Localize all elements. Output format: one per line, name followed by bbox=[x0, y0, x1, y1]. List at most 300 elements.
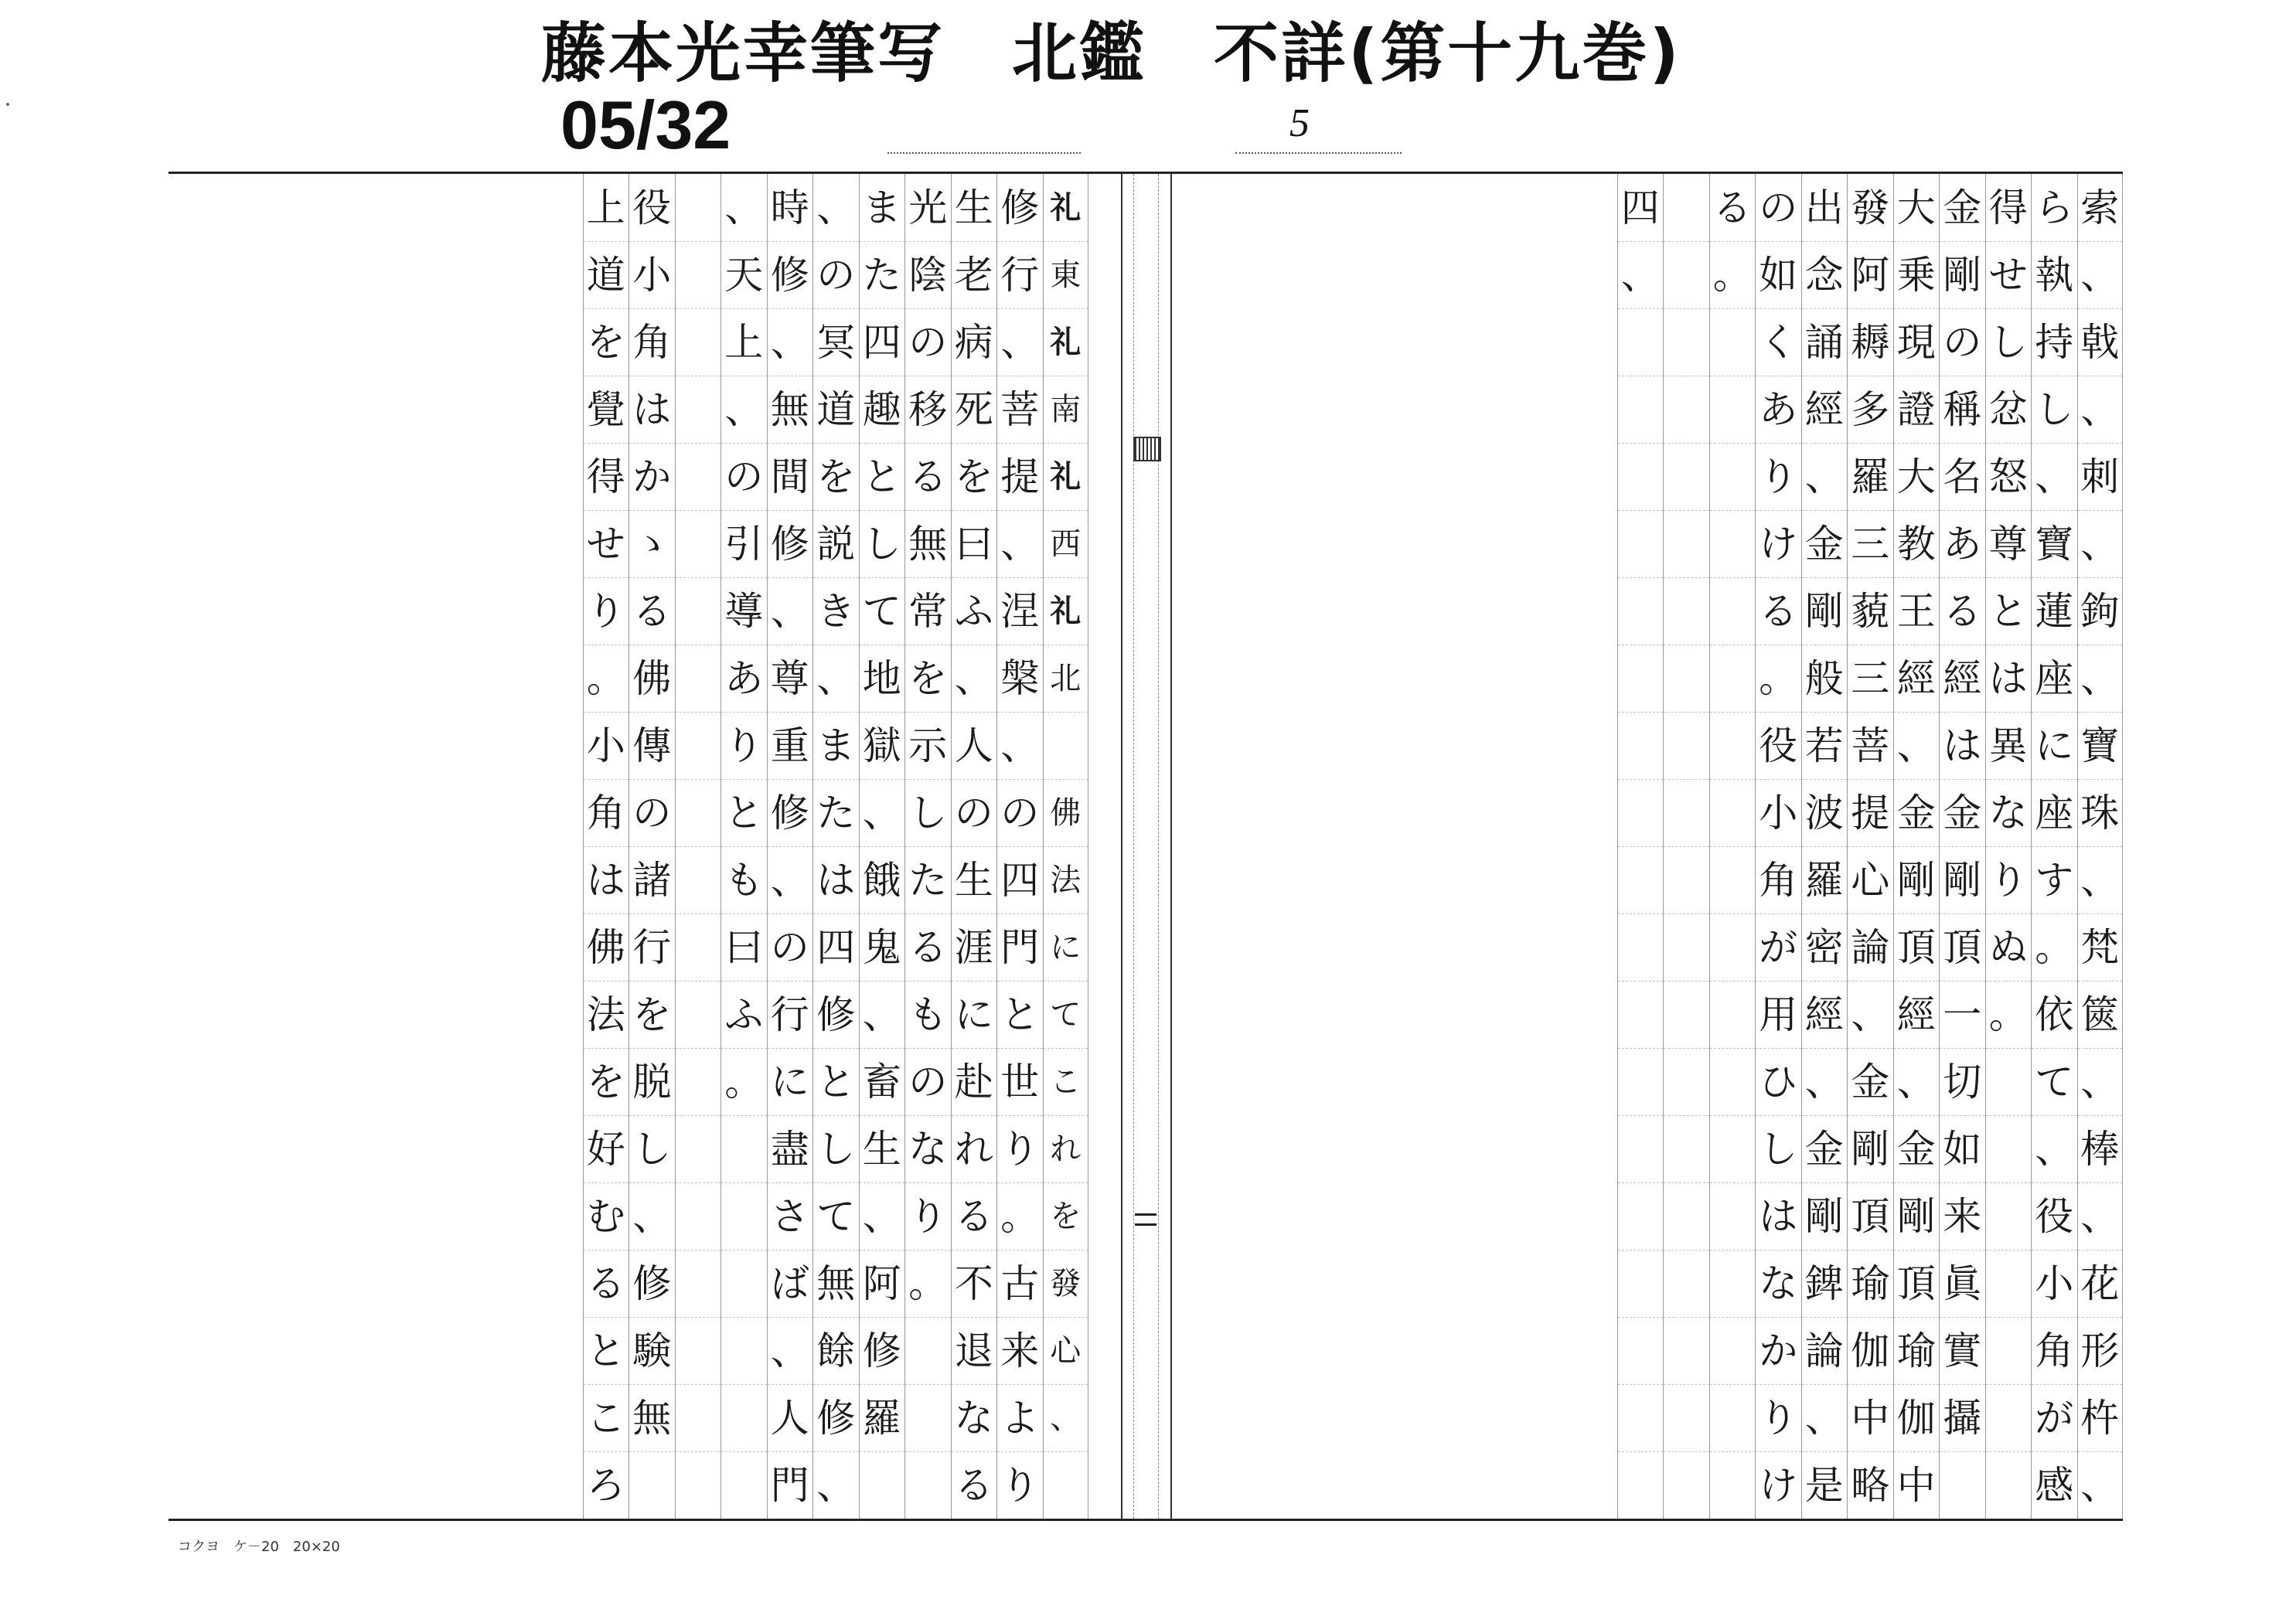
grid-cell bbox=[1618, 308, 1664, 376]
scan-speck bbox=[6, 103, 9, 106]
grid-cell bbox=[860, 1451, 905, 1519]
grid-cell: 佛 bbox=[584, 914, 629, 981]
grid-cell: 、 bbox=[2078, 1182, 2123, 1250]
grid-cell: と bbox=[584, 1317, 629, 1384]
grid-cell bbox=[1710, 1250, 1756, 1317]
manuscript-column bbox=[1709, 174, 1756, 1519]
grid-cell bbox=[1618, 443, 1664, 510]
grid-cell: あ bbox=[721, 645, 767, 712]
grid-cell: 若 bbox=[1802, 712, 1848, 779]
grid-cell bbox=[1618, 712, 1664, 779]
grid-cell bbox=[1664, 577, 1709, 645]
grid-cell: ら bbox=[2035, 185, 2074, 230]
grid-cell bbox=[1664, 1182, 1709, 1250]
grid-cell bbox=[1664, 376, 1709, 443]
header-rule-left bbox=[887, 152, 1081, 154]
grid-cell: た bbox=[813, 779, 859, 846]
grid-cell: る bbox=[584, 1250, 629, 1317]
grid-cell bbox=[1664, 510, 1709, 577]
grid-cell: き bbox=[813, 577, 859, 645]
grid-cell: と bbox=[860, 443, 905, 510]
grid-cell: 角 bbox=[2032, 1317, 2077, 1384]
grid-cell: 經 bbox=[1940, 645, 1985, 712]
grid-cell: 王 bbox=[1894, 577, 1940, 645]
grid-cell: り bbox=[997, 1115, 1043, 1182]
grid-cell: 修 bbox=[813, 1384, 859, 1451]
grid-cell: 、 bbox=[724, 185, 764, 230]
grid-cell: 、 bbox=[1044, 1384, 1088, 1451]
grid-cell: 一 bbox=[1940, 981, 1985, 1048]
grid-cell: 生 bbox=[954, 185, 993, 230]
grid-cell: 涯 bbox=[952, 914, 997, 981]
grid-cell bbox=[1664, 779, 1709, 846]
grid-cell: 略 bbox=[1848, 1451, 1893, 1519]
grid-cell: 多 bbox=[1848, 376, 1893, 443]
grid-cell: 験 bbox=[629, 1317, 675, 1384]
grid-cell: を bbox=[584, 308, 629, 376]
grid-cell: 、 bbox=[1894, 1048, 1940, 1115]
grid-cell: に bbox=[2032, 712, 2077, 779]
grid-cell: 、 bbox=[2078, 376, 2123, 443]
manuscript-column bbox=[1801, 174, 1848, 1519]
grid-cell: 、 bbox=[721, 376, 767, 443]
grid-cell: 脱 bbox=[629, 1048, 675, 1115]
grid-cell: 、 bbox=[2078, 241, 2123, 308]
gutter-rule bbox=[1158, 174, 1159, 1519]
grid-cell bbox=[676, 712, 721, 779]
grid-cell bbox=[1664, 241, 1709, 308]
grid-cell: 經 bbox=[1894, 981, 1940, 1048]
grid-cell bbox=[721, 1384, 767, 1451]
grid-cell bbox=[1710, 1115, 1756, 1182]
grid-cell: 、 bbox=[1802, 1384, 1848, 1451]
grid-cell: 法 bbox=[584, 981, 629, 1048]
grid-cell: の bbox=[721, 443, 767, 510]
grid-cell: 趣 bbox=[860, 376, 905, 443]
grid-cell: を bbox=[584, 1048, 629, 1115]
grid-cell bbox=[676, 1048, 721, 1115]
manuscript-column bbox=[2077, 174, 2124, 1519]
grid-cell: 槃 bbox=[997, 645, 1043, 712]
grid-cell: 蓮 bbox=[2032, 577, 2077, 645]
grid-cell: 小 bbox=[629, 241, 675, 308]
grid-cell: 小 bbox=[1756, 779, 1801, 846]
grid-cell: せ bbox=[1986, 241, 2032, 308]
grid-cell: り bbox=[721, 712, 767, 779]
grid-cell: た bbox=[860, 241, 905, 308]
grid-cell: 地 bbox=[860, 645, 905, 712]
grid-cell: を bbox=[1044, 1182, 1088, 1250]
grid-cell: く bbox=[1756, 308, 1801, 376]
grid-cell: 引 bbox=[721, 510, 767, 577]
grid-cell bbox=[1618, 779, 1664, 846]
grid-cell: 時 bbox=[770, 185, 809, 230]
grid-cell: 刺 bbox=[2078, 443, 2123, 510]
grid-cell: 羅 bbox=[1848, 443, 1893, 510]
grid-cell: し bbox=[905, 779, 951, 846]
grid-cell: を bbox=[952, 443, 997, 510]
manuscript-column bbox=[2031, 174, 2077, 1519]
grid-cell: る bbox=[905, 914, 951, 981]
grid-cell: 珠 bbox=[2078, 779, 2123, 846]
grid-cell: な bbox=[905, 1115, 951, 1182]
grid-cell bbox=[1664, 645, 1709, 712]
grid-cell bbox=[1664, 1384, 1709, 1451]
grid-cell: 門 bbox=[997, 914, 1043, 981]
grid-cell: 大 bbox=[1894, 443, 1940, 510]
grid-cell: 尊 bbox=[768, 645, 813, 712]
grid-cell: 法 bbox=[1044, 846, 1088, 914]
grid-cell: 。 bbox=[997, 1182, 1043, 1250]
grid-cell: 眞 bbox=[1940, 1250, 1985, 1317]
grid-cell: 梵 bbox=[2078, 914, 2123, 981]
grid-cell bbox=[1940, 1451, 1985, 1519]
header-rule-right bbox=[1235, 152, 1402, 154]
grid-cell: 無 bbox=[813, 1250, 859, 1317]
grid-cell bbox=[1618, 510, 1664, 577]
grid-cell bbox=[1044, 712, 1088, 779]
grid-cell: 頂 bbox=[1848, 1182, 1893, 1250]
grid-cell: ば bbox=[768, 1250, 813, 1317]
grid-cell: 出 bbox=[1804, 185, 1844, 230]
grid-cell: 三 bbox=[1848, 645, 1893, 712]
grid-cell: の bbox=[997, 779, 1043, 846]
grid-cell: 小 bbox=[584, 712, 629, 779]
grid-cell bbox=[1618, 914, 1664, 981]
grid-cell bbox=[1618, 1384, 1664, 1451]
grid-cell: は bbox=[1756, 1182, 1801, 1250]
grid-cell: 鉤 bbox=[2078, 577, 2123, 645]
grid-cell: こ bbox=[584, 1384, 629, 1451]
grid-cell: 怒 bbox=[1986, 443, 2032, 510]
grid-cell bbox=[1664, 443, 1709, 510]
grid-cell bbox=[1710, 1317, 1756, 1384]
grid-cell bbox=[1618, 1115, 1664, 1182]
grid-cell: 形 bbox=[2078, 1317, 2123, 1384]
grid-cell: 大 bbox=[1896, 185, 1936, 230]
grid-cell: 、 bbox=[952, 645, 997, 712]
grid-cell: し bbox=[1986, 308, 2032, 376]
grid-cell: 行 bbox=[629, 914, 675, 981]
grid-cell: 發 bbox=[1851, 185, 1890, 230]
grid-cell: 提 bbox=[997, 443, 1043, 510]
gutter-rule bbox=[1121, 174, 1122, 1519]
manuscript-column bbox=[904, 174, 951, 1519]
grid-cell: 修 bbox=[768, 510, 813, 577]
grid-cell bbox=[676, 1384, 721, 1451]
grid-cell: 修 bbox=[629, 1250, 675, 1317]
manuscript-column bbox=[1663, 174, 1709, 1519]
grid-cell: 上 bbox=[721, 308, 767, 376]
grid-cell bbox=[1618, 645, 1664, 712]
grid-cell bbox=[1664, 1317, 1709, 1384]
grid-cell: 、 bbox=[997, 510, 1043, 577]
grid-cell bbox=[721, 1451, 767, 1519]
grid-cell: 重 bbox=[768, 712, 813, 779]
grid-cell: る bbox=[952, 1182, 997, 1250]
grid-cell: 佛 bbox=[629, 645, 675, 712]
grid-cell bbox=[1664, 174, 1709, 241]
grid-cell: 、 bbox=[2032, 443, 2077, 510]
grid-cell: 曰 bbox=[721, 914, 767, 981]
grid-cell bbox=[676, 174, 721, 241]
grid-cell: 、 bbox=[2078, 1048, 2123, 1115]
grid-cell: な bbox=[1756, 1250, 1801, 1317]
grid-cell bbox=[1986, 1250, 2032, 1317]
grid-cell: を bbox=[813, 443, 859, 510]
grid-cell: る bbox=[629, 577, 675, 645]
grid-cell bbox=[1664, 846, 1709, 914]
grid-cell: 耨 bbox=[1848, 308, 1893, 376]
grid-cell: 異 bbox=[1986, 712, 2032, 779]
manuscript-column bbox=[1617, 174, 1664, 1519]
grid-cell: 。 bbox=[721, 1048, 767, 1115]
grid-cell: 覺 bbox=[584, 376, 629, 443]
grid-cell: 角 bbox=[1756, 846, 1801, 914]
grid-cell: 。 bbox=[905, 1250, 951, 1317]
grid-cell bbox=[1986, 1115, 2032, 1182]
grid-cell bbox=[676, 1182, 721, 1250]
grid-cell bbox=[1710, 1048, 1756, 1115]
grid-cell: す bbox=[2032, 846, 2077, 914]
page-number: 05/32 bbox=[560, 87, 731, 163]
grid-cell: 冥 bbox=[813, 308, 859, 376]
grid-cell: て bbox=[1044, 981, 1088, 1048]
grid-cell: 三 bbox=[1848, 510, 1893, 577]
grid-cell: と bbox=[721, 779, 767, 846]
grid-cell: 四 bbox=[813, 914, 859, 981]
grid-cell: の bbox=[768, 914, 813, 981]
grid-cell: 中 bbox=[1894, 1451, 1940, 1519]
grid-cell: 礼 bbox=[1044, 308, 1088, 376]
grid-cell: 世 bbox=[997, 1048, 1043, 1115]
grid-cell: 、 bbox=[629, 1182, 675, 1250]
grid-cell: は bbox=[813, 846, 859, 914]
grid-cell: 、 bbox=[816, 185, 856, 230]
manuscript-column bbox=[951, 174, 997, 1519]
grid-cell: 礼 bbox=[1050, 189, 1082, 226]
grid-cell: 頂 bbox=[1894, 1250, 1940, 1317]
grid-cell: 、 bbox=[997, 308, 1043, 376]
grid-cell: 羅 bbox=[1802, 846, 1848, 914]
grid-cell: 老 bbox=[952, 241, 997, 308]
grid-cell: の bbox=[1759, 185, 1798, 230]
grid-cell: 、 bbox=[2032, 1115, 2077, 1182]
grid-cell bbox=[1710, 308, 1756, 376]
grid-cell: れ bbox=[1044, 1115, 1088, 1182]
grid-cell bbox=[629, 1451, 675, 1519]
grid-cell bbox=[1710, 981, 1756, 1048]
grid-cell bbox=[1710, 1384, 1756, 1451]
grid-cell: 。 bbox=[584, 645, 629, 712]
grid-cell bbox=[1986, 1048, 2032, 1115]
grid-cell bbox=[1664, 712, 1709, 779]
grid-cell: 稱 bbox=[1940, 376, 1985, 443]
grid-cell: 持 bbox=[2032, 308, 2077, 376]
grid-cell: 得 bbox=[584, 443, 629, 510]
grid-cell: 金 bbox=[1802, 1115, 1848, 1182]
grid-cell: 死 bbox=[952, 376, 997, 443]
grid-cell: 道 bbox=[813, 376, 859, 443]
grid-cell: 退 bbox=[952, 1317, 997, 1384]
grid-cell: 伽 bbox=[1894, 1384, 1940, 1451]
grid-cell: は bbox=[1986, 645, 2032, 712]
grid-cell: 錍 bbox=[1802, 1250, 1848, 1317]
grid-cell: 修 bbox=[1000, 185, 1040, 230]
grid-cell: 剛 bbox=[1894, 846, 1940, 914]
grid-cell: 羅 bbox=[860, 1384, 905, 1451]
grid-cell bbox=[1618, 577, 1664, 645]
grid-cell: 移 bbox=[905, 376, 951, 443]
grid-cell: な bbox=[1986, 779, 2032, 846]
grid-cell: 天 bbox=[721, 241, 767, 308]
grid-cell bbox=[676, 645, 721, 712]
manuscript-column bbox=[1043, 174, 1089, 1519]
paper-brand-label: コクヨ ケ－20 20×20 bbox=[178, 1539, 340, 1555]
grid-cell: し bbox=[860, 510, 905, 577]
grid-cell: 北 bbox=[1044, 645, 1088, 712]
grid-cell: 古 bbox=[997, 1250, 1043, 1317]
grid-cell bbox=[1664, 981, 1709, 1048]
grid-cell: 寶 bbox=[2032, 510, 2077, 577]
grid-cell: 索 bbox=[2080, 185, 2120, 230]
grid-cell bbox=[1710, 443, 1756, 510]
grid-cell: 四 bbox=[860, 308, 905, 376]
grid-cell: 誦 bbox=[1802, 308, 1848, 376]
grid-cell: 、 bbox=[813, 1451, 859, 1519]
manuscript-column bbox=[675, 174, 721, 1519]
manuscript-column bbox=[583, 174, 629, 1519]
grid-cell bbox=[1618, 1250, 1664, 1317]
grid-cell: 礼 bbox=[1044, 577, 1088, 645]
grid-cell bbox=[1664, 1250, 1709, 1317]
grid-cell: 来 bbox=[1940, 1182, 1985, 1250]
grid-cell: 金 bbox=[1943, 185, 1982, 230]
grid-cell bbox=[905, 1317, 951, 1384]
grid-cell: 。 bbox=[1710, 241, 1756, 308]
grid-cell: 依 bbox=[2032, 981, 2077, 1048]
grid-cell: 剛 bbox=[1940, 846, 1985, 914]
grid-cell: 、 bbox=[1894, 712, 1940, 779]
grid-cell: 、 bbox=[1848, 981, 1893, 1048]
grid-cell: 經 bbox=[1802, 376, 1848, 443]
grid-cell: 菩 bbox=[1848, 712, 1893, 779]
grid-cell: 生 bbox=[952, 846, 997, 914]
grid-cell: に bbox=[768, 1048, 813, 1115]
grid-cell: 切 bbox=[1940, 1048, 1985, 1115]
grid-cell: 實 bbox=[1940, 1317, 1985, 1384]
grid-cell: 獄 bbox=[860, 712, 905, 779]
grid-cell: 、 bbox=[860, 981, 905, 1048]
grid-cell: の bbox=[905, 1048, 951, 1115]
grid-cell bbox=[1618, 1451, 1664, 1519]
grid-cell bbox=[676, 577, 721, 645]
grid-cell: る bbox=[1712, 185, 1752, 230]
grid-cell bbox=[676, 376, 721, 443]
grid-cell: 病 bbox=[952, 308, 997, 376]
grid-cell: 剛 bbox=[1848, 1115, 1893, 1182]
grid-cell: も bbox=[721, 846, 767, 914]
grid-cell: 現 bbox=[1894, 308, 1940, 376]
manuscript-column bbox=[1847, 174, 1893, 1519]
grid-cell: は bbox=[1940, 712, 1985, 779]
grid-cell: 不 bbox=[952, 1250, 997, 1317]
grid-cell bbox=[1664, 914, 1709, 981]
grid-cell: り bbox=[997, 1451, 1043, 1519]
grid-cell: る bbox=[1940, 577, 1985, 645]
grid-cell: と bbox=[1986, 577, 2032, 645]
grid-cell: と bbox=[813, 1048, 859, 1115]
grid-cell bbox=[676, 308, 721, 376]
center-gutter bbox=[1088, 174, 1203, 1519]
grid-cell: り bbox=[584, 577, 629, 645]
grid-cell: 役 bbox=[632, 185, 672, 230]
grid-cell: 行 bbox=[768, 981, 813, 1048]
manuscript-left-half bbox=[169, 174, 1088, 1519]
grid-cell: か bbox=[1756, 1317, 1801, 1384]
grid-cell bbox=[676, 846, 721, 914]
grid-cell: 寶 bbox=[2078, 712, 2123, 779]
grid-cell: か bbox=[629, 443, 675, 510]
grid-cell: る bbox=[952, 1451, 997, 1519]
manuscript-column bbox=[859, 174, 905, 1519]
manuscript-column bbox=[1939, 174, 1985, 1519]
grid-cell: 阿 bbox=[1848, 241, 1893, 308]
grid-cell bbox=[1710, 779, 1756, 846]
grid-cell: 、 bbox=[860, 1182, 905, 1250]
grid-cell: 金 bbox=[1802, 510, 1848, 577]
grid-cell: 赴 bbox=[952, 1048, 997, 1115]
grid-cell: 曰 bbox=[952, 510, 997, 577]
grid-cell: 金 bbox=[1894, 1115, 1940, 1182]
grid-cell bbox=[1664, 1451, 1709, 1519]
grid-cell: 剛 bbox=[1802, 577, 1848, 645]
grid-cell: し bbox=[2032, 376, 2077, 443]
grid-cell: 經 bbox=[1894, 645, 1940, 712]
grid-cell bbox=[676, 443, 721, 510]
grid-cell: 感 bbox=[2032, 1451, 2077, 1519]
grid-cell: に bbox=[952, 981, 997, 1048]
grid-cell: 光 bbox=[908, 185, 948, 230]
grid-cell bbox=[676, 1115, 721, 1182]
grid-cell: 剛 bbox=[1802, 1182, 1848, 1250]
grid-cell: 東 bbox=[1044, 241, 1088, 308]
grid-cell: け bbox=[1756, 1451, 1801, 1519]
grid-cell bbox=[676, 1317, 721, 1384]
grid-cell: 、 bbox=[997, 712, 1043, 779]
grid-cell: の bbox=[952, 779, 997, 846]
grid-cell: 如 bbox=[1940, 1115, 1985, 1182]
grid-cell: 杵 bbox=[2078, 1384, 2123, 1451]
grid-cell bbox=[1986, 1182, 2032, 1250]
grid-cell: り bbox=[905, 1182, 951, 1250]
grid-cell: 無 bbox=[905, 510, 951, 577]
grid-cell: 剛 bbox=[1940, 241, 1985, 308]
grid-cell: 是 bbox=[1802, 1451, 1848, 1519]
grid-cell: 用 bbox=[1756, 981, 1801, 1048]
manuscript-right-half bbox=[1203, 174, 2123, 1519]
grid-cell bbox=[1710, 577, 1756, 645]
grid-cell bbox=[1618, 1317, 1664, 1384]
grid-cell: 。 bbox=[2032, 914, 2077, 981]
grid-cell: も bbox=[905, 981, 951, 1048]
grid-cell: は bbox=[584, 846, 629, 914]
grid-cell: て bbox=[813, 1182, 859, 1250]
grid-cell: 般 bbox=[1802, 645, 1848, 712]
grid-cell: し bbox=[1756, 1115, 1801, 1182]
grid-cell bbox=[1986, 1384, 2032, 1451]
grid-cell: の bbox=[1940, 308, 1985, 376]
